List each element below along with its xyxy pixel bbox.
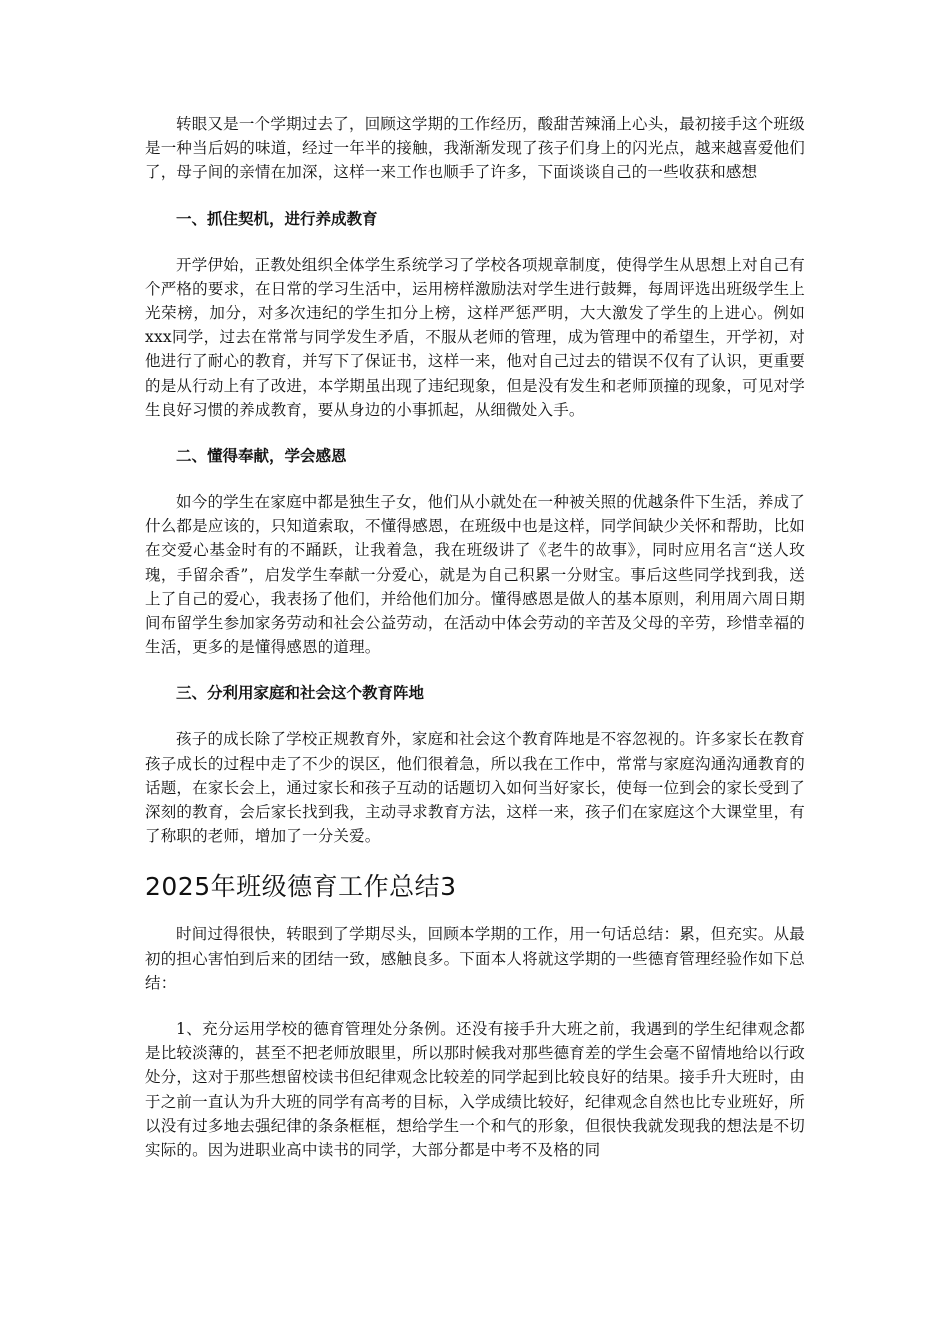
section-heading-3: 三、分利用家庭和社会这个教育阵地 <box>176 684 425 703</box>
section-body-1: 开学伊始，正教处组织全体学生系统学习了学校各项规章制度，使得学生从思想上对自己有个严格的要求，在日常的学习生活中，运用榜样激励法对学生进行鼓舞，每周评选出班级学生上光荣榜，加分，对多次违纪的学生扣分上榜，这样严惩严明，大大激发了学生的上进心。例如xxx同学，过去在常常与同学发生矛盾，不服从老师的管理，成为管理中的希望生，开学初，对他进行了耐心的教育，并写下了保证书，这样一来，他对自己过去的错误不仅有了认识，更重要的是从行动上有了改进，本学期虽出现了违纪现象，但是没有发生和老师顶撞的现象，可见对学生良好习惯的养成教育，要从身边的小事抓起，从细微处入手。 <box>145 255 805 419</box>
section-heading-2: 二、懂得奉献，学会感恩 <box>176 447 347 466</box>
section-body-2: 如今的学生在家庭中都是独生子女，他们从小就处在一种被关照的优越条件下生活，养成了什么都是应该的，只知道索取，不懂得感恩，在班级中也是这样，同学间缺少关怀和帮助，比如在交爱心基金时有的不踊跃，让我着急，我在班级讲了《老牛的故事》，同时应用名言“送人玫瑰，手留余香”，启发学生奉献一分爱心，就是为自己积累一分财宝。事后这些同学找到我，送上了自己的爱心，我表扬了他们，并给他们加分。懂得感恩是做人的基本原则，利用周六周日期间布留学生参加家务劳动和社会公益劳动，在活动中体会劳动的辛苦及父母的辛劳，珍惜幸福的生活，更多的是懂得感恩的道理。 <box>145 493 805 657</box>
doc3-intro-paragraph: 时间过得很快，转眼到了学期尽头，回顾本学期的工作，用一句话总结：累，但充实。从最初的担心害怕到后来的团结一致，感触良多。下面本人将就这学期的一些德育管理经验作如下总结： <box>145 925 805 992</box>
document-title: 2025年班级德育工作总结3 <box>145 872 457 902</box>
doc3-item-1: 1、充分运用学校的德育管理处分条例。还没有接手升大班之前，我遇到的学生纪律观念都是比较淡薄的，甚至不把老师放眼里，所以那时候我对那些德育差的学生会毫不留情地给以行政处分，这对于那些想留校读书但纪律观念比较差的同学起到比较良好的结果。接手升大班时，由于之前一直认为升大班的同学有高考的目标，入学成绩比较好，纪律观念自然也比专业班好，所以没有过多地去强纪律的条条框框，想给学生一个和气的形象，但很快我就发现我的想法是不切实际的。因为进职业高中读书的同学，大部分都是中考不及格的同 <box>145 1020 805 1160</box>
section-body-3: 孩子的成长除了学校正规教育外，家庭和社会这个教育阵地是不容忽视的。许多家长在教育孩子成长的过程中走了不少的误区，他们很着急，所以我在工作中，常常与家庭沟通沟通教育的话题，在家长会上，通过家长和孩子互动的话题切入如何当好家长，使每一位到会的家长受到了深刻的教育，会后家长找到我，主动寻求教育方法，这样一来，孩子们在家庭这个大课堂里，有了称职的老师，增加了一分关爱。 <box>145 730 805 846</box>
intro-paragraph: 转眼又是一个学期过去了，回顾这学期的工作经历，酸甜苦辣涌上心头，最初接手这个班级是一种当后妈的味道，经过一年半的接触，我渐渐发现了孩子们身上的闪光点，越来越喜爱他们了，母子间的亲情在加深，这样一来工作也顺手了许多，下面谈谈自己的一些收获和感想 <box>145 115 805 182</box>
document-page <box>145 112 805 1184</box>
section-heading-1: 一、抓住契机，进行养成教育 <box>176 209 378 228</box>
